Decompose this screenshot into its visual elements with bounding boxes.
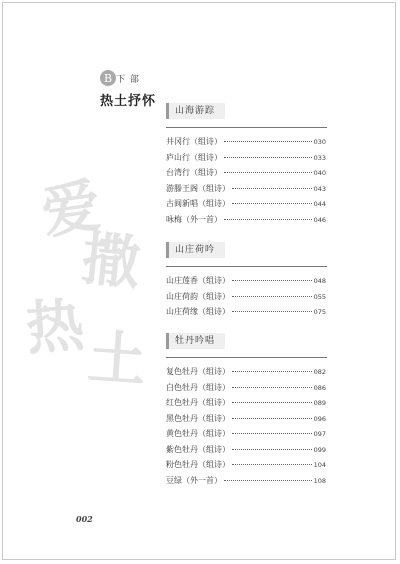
toc-entry[interactable]: [166, 165, 326, 181]
leader-dots: [232, 311, 312, 312]
entry-title: 游滕王阁（组诗）: [166, 183, 230, 193]
toc-entry[interactable]: [166, 395, 326, 411]
toc-entry[interactable]: [166, 426, 326, 442]
leader-dots: [232, 402, 312, 403]
entry-title: 黑色牡丹（组诗）: [166, 413, 230, 423]
entry-title: 庐山行（组诗）: [166, 152, 222, 162]
entry-title: 山庄莲香（组诗）: [166, 276, 230, 285]
entry-title: 粉色牡丹（组诗）: [166, 460, 230, 469]
leader-dots: [232, 433, 312, 434]
entry-title: 古阆新唱（组诗）: [166, 199, 230, 208]
entry-page: 040: [313, 169, 326, 177]
leader-dots: [232, 203, 312, 204]
entry-page: 043: [313, 184, 326, 193]
section-heading: 牡丹吟唱: [166, 333, 225, 349]
toc-entry[interactable]: [166, 212, 326, 228]
page-number: 002: [76, 514, 93, 524]
toc-entry[interactable]: [166, 442, 326, 458]
entry-page: 097: [313, 430, 326, 438]
toc-entry[interactable]: [166, 181, 326, 197]
entry-title: 白色牡丹（组诗）: [166, 382, 230, 392]
entry-page: 096: [313, 414, 326, 423]
entry-title: 豆绿（外一首）: [166, 475, 222, 485]
entry-title: 红色牡丹（组诗）: [166, 398, 230, 407]
toc-entry[interactable]: [166, 134, 326, 150]
entry-page: 030: [313, 138, 326, 146]
section-heading: 山庄荷吟: [166, 242, 225, 258]
entry-page: 048: [313, 277, 326, 285]
leader-dots: [232, 464, 312, 465]
leader-dots: [232, 280, 312, 281]
entry-page: 082: [313, 368, 326, 376]
leader-dots: [232, 449, 312, 450]
section-rule: [166, 357, 327, 358]
toc-section: [166, 98, 326, 227]
section-rule: [166, 127, 327, 128]
entry-title: 复色牡丹（组诗）: [166, 367, 230, 376]
entry-title: 台湾行（组诗）: [166, 168, 222, 177]
leader-dots: [232, 418, 312, 419]
part-badge-icon: B: [100, 70, 116, 86]
section-heading: 山海游踪: [166, 103, 225, 119]
toc-section: [166, 328, 326, 488]
calligraphy-watermark: [22, 171, 162, 395]
entry-title: 黄色牡丹（组诗）: [166, 429, 230, 438]
toc-entry[interactable]: [166, 473, 326, 489]
section-rule: [166, 266, 327, 267]
leader-dots: [232, 188, 312, 189]
toc-section: [166, 237, 326, 320]
entry-page: 055: [313, 292, 326, 301]
toc-entry[interactable]: [166, 289, 326, 305]
entry-page: 046: [313, 215, 326, 224]
entry-title: 咏梅（外一首）: [166, 214, 222, 224]
entry-page: 099: [313, 445, 326, 454]
leader-dots: [232, 371, 312, 372]
leader-dots: [224, 480, 312, 481]
entry-page: 108: [313, 476, 326, 485]
toc-entry[interactable]: [166, 273, 326, 289]
toc-entry[interactable]: [166, 304, 326, 320]
entry-page: 089: [313, 399, 326, 407]
entry-page: 086: [313, 383, 326, 392]
entry-title: 山庄荷缘（组诗）: [166, 307, 230, 316]
part-label: 下 部: [116, 75, 140, 85]
entry-page: 075: [313, 308, 326, 316]
toc-entry[interactable]: [166, 364, 326, 380]
toc-entry[interactable]: [166, 411, 326, 427]
watermark-char: 撒: [78, 224, 144, 298]
watermark-char: 热: [23, 291, 87, 363]
toc-entry[interactable]: [166, 380, 326, 396]
entry-page: 104: [313, 461, 326, 469]
leader-dots: [224, 172, 312, 173]
entry-title: 井冈行（组诗）: [166, 137, 222, 146]
leader-dots: [232, 387, 312, 388]
toc-entry[interactable]: [166, 457, 326, 473]
entry-page: 044: [313, 200, 326, 208]
watermark-char: 爱: [37, 171, 105, 247]
toc-entry[interactable]: [166, 196, 326, 212]
toc-entry[interactable]: [166, 150, 326, 166]
leader-dots: [232, 296, 312, 297]
watermark-char: 土: [85, 323, 149, 395]
entry-title: 紫色牡丹（组诗）: [166, 444, 230, 454]
leader-dots: [224, 219, 312, 220]
entry-title: 山庄荷韵（组诗）: [166, 291, 230, 301]
entry-page: 033: [313, 153, 326, 162]
leader-dots: [224, 141, 312, 142]
leader-dots: [224, 157, 312, 158]
part-title: 热土抒怀: [100, 94, 157, 109]
